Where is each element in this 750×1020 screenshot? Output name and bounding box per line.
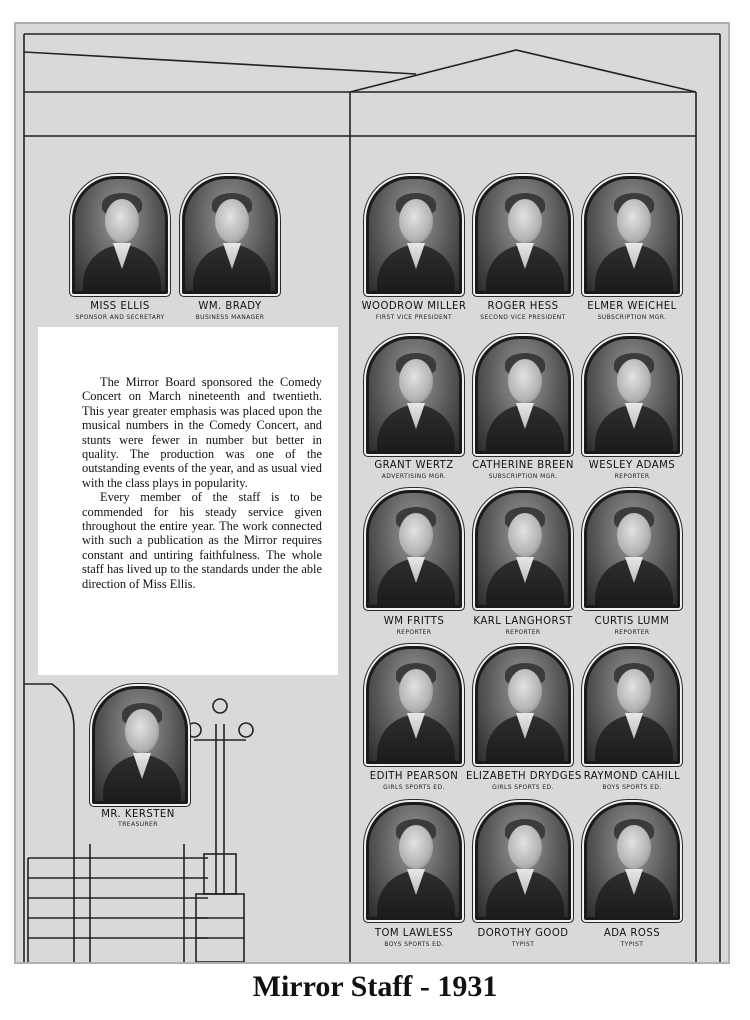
portrait-wesley-adams [584, 336, 680, 454]
staff-name: ROGER HESS [487, 299, 559, 312]
portrait-edith-pearson [366, 646, 462, 764]
staff-name: EDITH PEARSON [369, 769, 459, 782]
staff-role: TREASURER [118, 821, 158, 828]
staff-role: TYPIST [511, 941, 535, 948]
staff-name: ELMER WEICHEL [587, 299, 677, 312]
staff-name: GRANT WERTZ [374, 458, 454, 471]
portrait-catherine-breen [475, 336, 571, 454]
staff-role: TYPIST [620, 941, 644, 948]
portrait-raymond-cahill [584, 646, 680, 764]
staff-name: MISS ELLIS [90, 299, 150, 312]
staff-name: WM. BRADY [198, 299, 262, 312]
portrait-miss-ellis [72, 176, 168, 294]
staff-role: GIRLS SPORTS ED. [492, 784, 554, 791]
staff-role: SUBSCRIPTION MGR. [597, 314, 667, 321]
staff-name: TOM LAWLESS [374, 926, 454, 939]
portrait-dorothy-good [475, 802, 571, 920]
staff-role: SPONSOR AND SECRETARY [75, 314, 165, 321]
staff-name: ADA ROSS [603, 926, 661, 939]
portrait-ada-ross [584, 802, 680, 920]
staff-name: KARL LANGHORST [473, 614, 573, 627]
staff-role: REPORTER [396, 629, 432, 636]
staff-role: GIRLS SPORTS ED. [383, 784, 445, 791]
staff-role: BOYS SPORTS ED. [602, 784, 662, 791]
staff-name: RAYMOND CAHILL [583, 769, 681, 782]
portrait-wm-brady [182, 176, 278, 294]
portrait-karl-langhorst [475, 490, 571, 608]
portrait-mr-kersten [92, 686, 188, 804]
staff-role: BUSINESS MANAGER [195, 314, 265, 321]
portrait-grant-wertz [366, 336, 462, 454]
staff-name: WOODROW MILLER [361, 299, 467, 312]
text-panel [38, 327, 338, 675]
portrait-curtis-lumm [584, 490, 680, 608]
staff-name: CATHERINE BREEN [472, 458, 574, 471]
staff-role: REPORTER [614, 473, 650, 480]
yearbook-page [14, 22, 730, 964]
body-paragraph: The Mirror Board sponsored the Comedy Concert on March nineteenth and twentieth. This year greater emphasis was placed upon the musical numbers in the Comedy Concert, and stunts were fewer in number but better in quality. The production was one of the outstanding events of the year, and as usual vied with the class plays in popularity. [82, 375, 322, 490]
staff-name: WESLEY ADAMS [588, 458, 676, 471]
staff-name: DOROTHY GOOD [477, 926, 569, 939]
staff-role: BOYS SPORTS ED. [384, 941, 444, 948]
portrait-wm-fritts [366, 490, 462, 608]
portrait-elmer-weichel [584, 176, 680, 294]
staff-role: SECOND VICE PRESIDENT [480, 314, 566, 321]
staff-role: REPORTER [614, 629, 650, 636]
portrait-tom-lawless [366, 802, 462, 920]
staff-name: ELIZABETH DRYDGES [465, 769, 582, 782]
staff-name: CURTIS LUMM [594, 614, 670, 627]
staff-role: ADVERTISING MGR. [381, 473, 447, 480]
staff-role: SUBSCRIPTION MGR. [488, 473, 558, 480]
staff-name: MR. KERSTEN [101, 807, 175, 820]
portrait-woodrow-miller [366, 176, 462, 294]
portrait-elizabeth-drydges [475, 646, 571, 764]
portrait-roger-hess [475, 176, 571, 294]
page-caption: Mirror Staff - 1931 [252, 970, 498, 1003]
staff-role: FIRST VICE PRESIDENT [375, 314, 453, 321]
staff-role: REPORTER [505, 629, 541, 636]
staff-name: WM FRITTS [383, 614, 445, 627]
body-paragraph: Every member of the staff is to be commended for his steady service given throughout the entire year. The work connected with such a publication as the Mirror requires constant and untiring faithfulness. The whole staff has lived up to the standards under the able direction of Miss Ellis. [82, 490, 322, 591]
